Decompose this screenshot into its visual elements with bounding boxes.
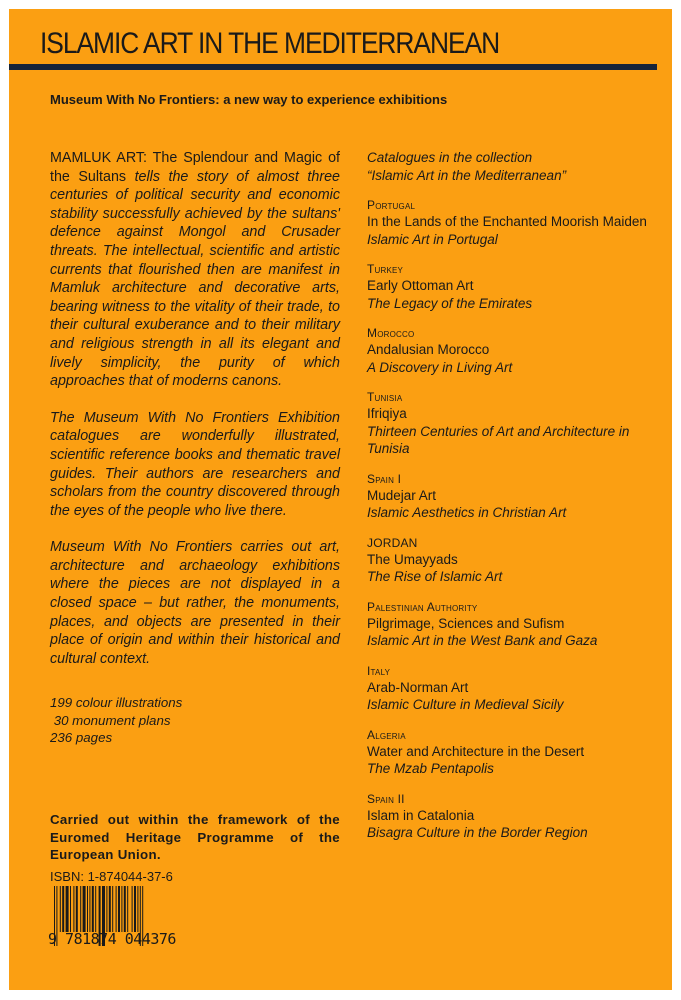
barcode-bar [80, 886, 81, 932]
barcode-bar [76, 886, 78, 932]
catalogue-subtitle: Bisagra Culture in the Border Region [367, 825, 588, 840]
catalogue-country: Spain II [367, 791, 405, 806]
framework-note: Carried out within the framework of the Euromed Heritage Programme of the European Union. [50, 812, 340, 862]
catalogue-subtitle: The Mzab Pentapolis [367, 761, 494, 776]
catalogue-entry [367, 599, 667, 650]
catalogue-entry [367, 389, 667, 458]
catalogue-country: Italy [367, 663, 391, 678]
catalogue-title: Mudejar Art [367, 487, 437, 503]
catalogue-title: Andalusian Morocco [367, 342, 490, 357]
catalogue-entry [367, 663, 667, 714]
catalogues-paragraph: The Museum With No Frontiers Exhibition catalogues are wonderfully illustrated, scientific reference books and thematic travel guides. Their authors are researchers and scholars from the country discovered through the eyes of the people who live there. [50, 409, 340, 519]
catalogue-subtitle: Islamic Aesthetics in Christian Art [367, 505, 567, 520]
barcode-bar [70, 886, 71, 932]
barcode-bar [134, 886, 136, 932]
catalogue-subtitle: The Rise of Islamic Art [367, 569, 503, 584]
series-title: ISLAMIC ART IN THE MEDITERRANEAN [40, 27, 500, 60]
barcode-bar [83, 886, 86, 932]
catalogue-entry [367, 727, 667, 778]
barcode-bar [124, 886, 126, 932]
catalogue-entry [367, 535, 667, 586]
barcode-digits: 9 781874 044376 [48, 930, 176, 948]
book-stats [50, 694, 340, 747]
catalogue-country: Tunisia [367, 390, 403, 404]
title-rule [9, 64, 657, 70]
catalogue-country: Morocco [367, 326, 415, 340]
catalogue-entry [367, 197, 667, 248]
catalogue-title: Water and Architecture in the Desert [367, 743, 585, 759]
catalogue-country: Spain I [367, 471, 402, 486]
barcode-bar [73, 886, 74, 932]
exhibitions-paragraph: Museum With No Frontiers carries out art, architecture and archaeology exhibitions where the pieces are not displayed in a closed space – but rather, the monuments, places, and objects are presented in their place of origin and within their historical and cultural context. [50, 539, 340, 667]
isbn: ISBN: 1-874044-37-6 [50, 869, 173, 884]
collection-heading-line-1: Catalogues in the collection [367, 150, 533, 165]
barcode-bar [87, 886, 88, 932]
catalogue-title: Ifriqiya [367, 406, 407, 421]
catalogue-country: Palestinian Authority [367, 599, 478, 614]
stat-illustrations: 199 colour illustrations [50, 695, 183, 711]
catalogue-country: JORDAN [367, 535, 418, 550]
catalogue-entry [367, 325, 667, 376]
intro-text: tells the story of almost three centuries of political security and economic stability successfully achieved by the sultans' defence against Mongol and Crusader threats. The intellectual, scientific and artistic currents that flourished then are manifest in Mamluk architecture and decorative arts, bearing witness to the vitality of their trade, to their cultural exuberance and to their military and religious strength in all its elegant and lively simplicity, the purity of which approaches that of moderns canons. [50, 168, 340, 390]
barcode-bar [106, 886, 107, 932]
barcode-bar [118, 886, 120, 932]
stat-pages: 236 pages [50, 730, 113, 746]
barcode-bar [89, 886, 90, 932]
barcode-bar [137, 886, 138, 932]
barcode-bar [116, 886, 117, 932]
collection-heading-line-2: “Islamic Art in the Mediterranean” [367, 167, 567, 183]
intro-paragraph [50, 149, 340, 391]
intro-book-title: MAMLUK ART: The Splendour and Magic of the Sultans [50, 150, 340, 185]
catalogue-title: Pilgrimage, Sciences and Sufism [367, 615, 565, 631]
catalogue-subtitle: Islamic Culture in Medieval Sicily [367, 697, 564, 712]
barcode-bar [92, 886, 94, 932]
collection-column [367, 149, 667, 855]
catalogue-subtitle: Islamic Art in Portugal [367, 231, 498, 247]
description-column [50, 149, 340, 747]
barcode-bar [62, 886, 64, 932]
barcode-bar [60, 886, 61, 932]
catalogue-entry [367, 471, 667, 522]
catalogue-entry [367, 261, 667, 312]
catalogue-title: In the Lands of the Enchanted Moorish Maiden [367, 214, 647, 229]
catalogue-country: Portugal [367, 198, 416, 212]
barcode-bar [127, 886, 128, 932]
series-subtitle: Museum With No Frontiers: a new way to experience exhibitions [50, 92, 448, 107]
catalogue-title: Early Ottoman Art [367, 278, 474, 293]
barcode-bar [66, 886, 69, 932]
catalogue-country: Turkey [367, 262, 404, 276]
catalogue-title: Islam in Catalonia [367, 807, 475, 823]
catalogue-subtitle: A Discovery in Living Art [367, 359, 513, 375]
barcode-bar [112, 886, 113, 932]
stat-plans: 30 monument plans [50, 712, 171, 728]
catalogue-list [367, 197, 667, 842]
barcode-bar [95, 886, 96, 932]
catalogue-entry [367, 791, 667, 842]
catalogue-subtitle: Islamic Art in the West Bank and Gaza [367, 633, 598, 648]
catalogue-title: Arab-Norman Art [367, 679, 469, 695]
barcode-bar [132, 886, 133, 932]
catalogue-subtitle: The Legacy of the Emirates [367, 295, 533, 311]
barcode-bar [121, 886, 122, 932]
catalogue-country: Algeria [367, 727, 406, 742]
barcode-bar [109, 886, 111, 932]
catalogue-subtitle: Thirteen Centuries of Art and Architecture in Tunisia [367, 423, 630, 456]
collection-heading [367, 149, 667, 184]
catalogue-title: The Umayyads [367, 551, 458, 567]
